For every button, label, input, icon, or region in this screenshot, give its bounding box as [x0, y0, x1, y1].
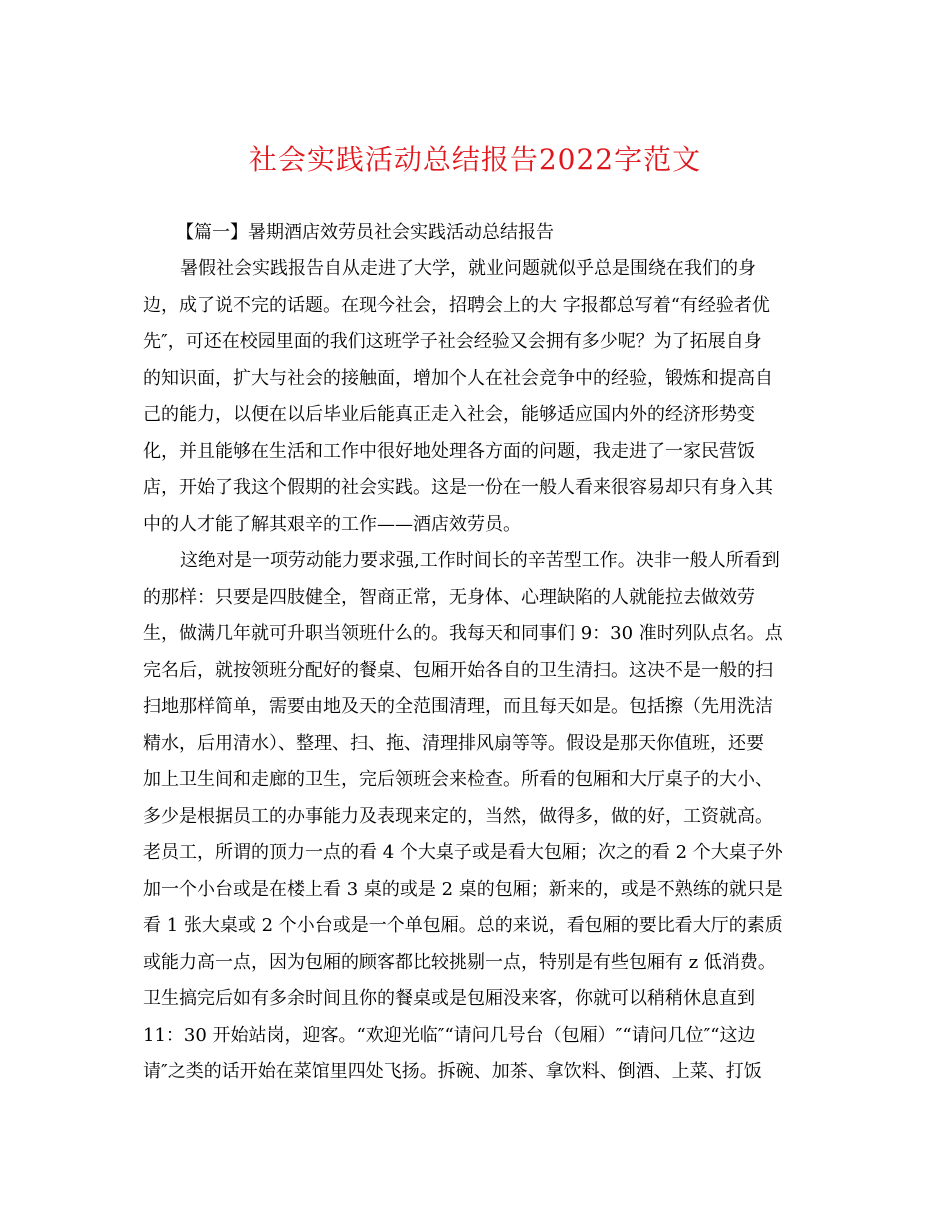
- paragraph-line: 精水，后用清水）、整理、扫、拖、清理排风扇等等。假设是那天你值班，还要: [143, 732, 764, 754]
- paragraph-line: 店，开始了我这个假期的社会实践。这是一份在一般人看来很容易却只有身入其: [143, 477, 773, 498]
- paragraph-1: [143, 251, 813, 543]
- paragraph-line: 或能力高一点，因为包厢的顾客都比较挑剔一点，特别是有些包厢有 z 低消费。: [143, 951, 776, 973]
- paragraph-line: 请″之类的话开始在菜馆里四处飞扬。拆碗、加茶、拿饮料、倒酒、上菜、打饭: [143, 1061, 762, 1082]
- paragraph-line: 边，成了说不完的话题。在现今社会，招聘会上的大 字报都总写着“有经验者优: [143, 294, 770, 316]
- paragraph-line: 11：30 开始站岗，迎客。“欢迎光临″“请问几号台（包厢）″“请问几位″“这边: [143, 1024, 756, 1046]
- paragraph-line: 这绝对是一项劳动能力要求强,工作时间长的辛苦型工作。决非一般人所看到: [180, 550, 780, 571]
- paragraph-line: 加上卫生间和走廊的卫生，完后领班会来检查。所看的包厢和大厅桌子的大小、: [143, 769, 773, 790]
- section-heading: 【篇一】暑期酒店效劳员社会实践活动总结报告: [176, 222, 554, 243]
- paragraph-line: 卫生搞完后如有多余时间且你的餐桌或是包厢没来客，你就可以稍稍休息直到: [143, 988, 755, 1009]
- paragraph-line: 己的能力，以便在以后毕业后能真正走入社会，能够适应国内外的经济形势变: [143, 404, 755, 425]
- paragraph-line: 化，并且能够在生活和工作中很好地处理各方面的问题，我走进了一家民营饭: [143, 440, 755, 462]
- paragraph-line: 老员工，所谓的顶力一点的看 4 个大桌子或是看大包厢；次之的看 2 个大桌子外: [143, 842, 783, 863]
- document-title: 社会实践活动总结报告2022字范文: [248, 143, 702, 176]
- paragraph-line: 的那样：只要是四肢健全，智商正常，无身体、心理缺陷的人就能拉去做效劳: [143, 586, 755, 608]
- paragraph-line: 多少是根据员工的办事能力及表现来定的，当然，做得多，做的好，工资就高。: [143, 805, 773, 827]
- paragraph-line: 完名后，就按领班分配好的餐桌、包厢开始各自的卫生清扫。这决不是一般的扫: [143, 659, 773, 681]
- paragraph-line: 看 1 张大桌或 2 个小台或是一个单包厢。总的来说，看包厢的要比看大厅的素质: [143, 915, 783, 936]
- paragraph-line: 中的人才能了解其艰辛的工作——酒店效劳员。: [143, 513, 521, 535]
- paragraph-line: 扫地那样简单，需要由地及天的全范围清理，而且每天如是。包括擦（先用洗洁: [143, 696, 773, 717]
- paragraph-line: 暑假社会实践报告自从走进了大学，就业问题就似乎总是围绕在我们的身: [180, 258, 756, 279]
- paragraph-line: 先″，可还在校园里面的我们这班学子社会经验又会拥有多少呢？为了拓展自身: [143, 331, 762, 352]
- paragraph-line: 生，做满几年就可升职当领班什么的。我每天和同事们 9：30 准时列队点名。点: [143, 623, 783, 644]
- paragraph-line: 的知识面，扩大与社会的接触面，增加个人在社会竞争中的经验，锻炼和提高自: [143, 367, 773, 389]
- paragraph-2: [143, 543, 813, 1091]
- paragraph-line: 加一个小台或是在楼上看 3 桌的或是 2 桌的包厢；新来的，或是不熟练的就只是: [143, 878, 783, 900]
